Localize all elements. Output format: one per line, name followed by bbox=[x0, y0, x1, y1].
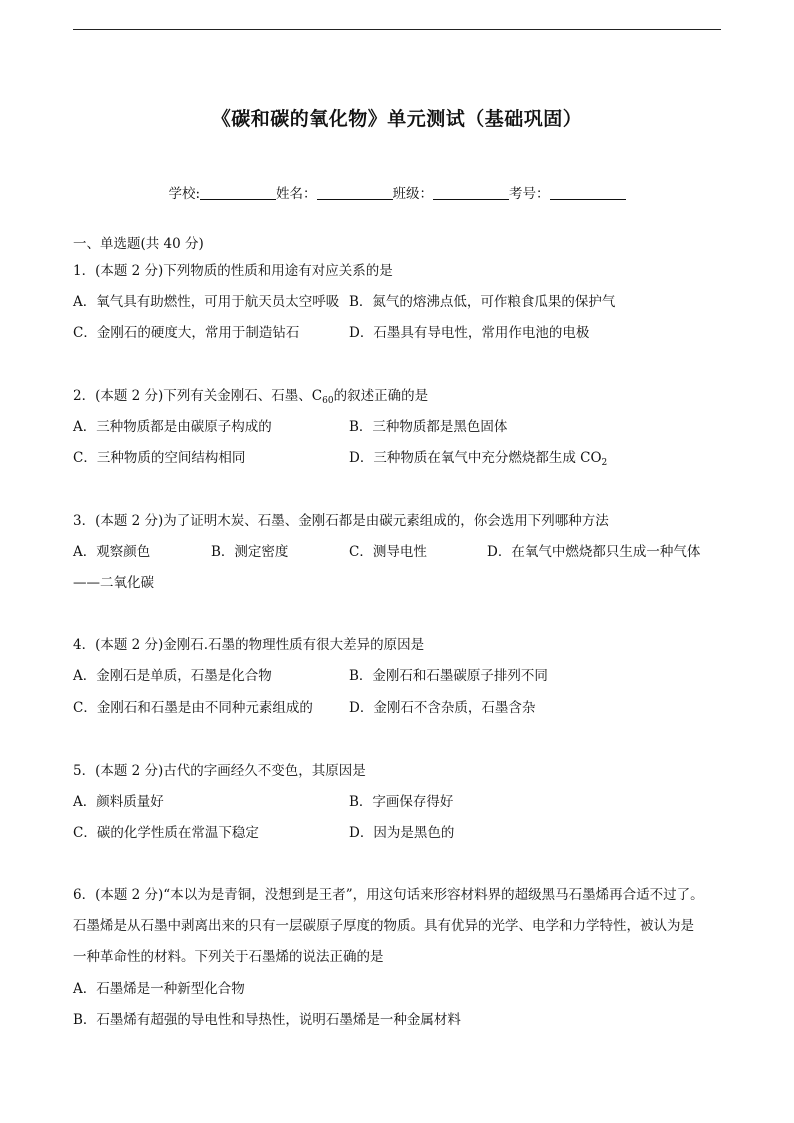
question-4-option-b[interactable]: B．金刚石和石墨碳原子排列不同 bbox=[349, 668, 548, 684]
question-4-option-a[interactable]: A．金刚石是单质，石墨是化合物 bbox=[73, 668, 272, 684]
question-5-option-c[interactable]: C．碳的化学性质在常温下稳定 bbox=[73, 825, 259, 841]
question-3-option-d[interactable]: D．在氧气中燃烧都只生成一种气体 bbox=[487, 544, 701, 560]
number-blank[interactable] bbox=[550, 187, 626, 200]
question-3-option-d-continued: ——二氧化碳 bbox=[73, 575, 154, 591]
question-5-option-b[interactable]: B．字画保存得好 bbox=[349, 794, 454, 810]
question-1-option-b[interactable]: B．氮气的熔沸点低，可作粮食瓜果的保护气 bbox=[349, 294, 616, 310]
question-4-stem: 4．(本题 2 分)金刚石.石墨的物理性质有很大差异的原因是 bbox=[73, 637, 425, 653]
header-rule bbox=[73, 29, 721, 30]
class-label: 班级： bbox=[392, 186, 434, 202]
question-3-stem: 3．(本题 2 分)为了证明木炭、石墨、金刚石都是由碳元素组成的，你会选用下列哪种方法 bbox=[73, 513, 609, 529]
student-info-row bbox=[0, 182, 794, 202]
name-label: 姓名： bbox=[276, 186, 317, 202]
question-2-option-d[interactable]: D．三种物质在氧气中充分燃烧都生成 $CO_2$ bbox=[349, 450, 608, 468]
question-5-option-d[interactable]: D．因为是黑色的 bbox=[349, 825, 455, 841]
school-blank[interactable] bbox=[200, 187, 276, 200]
question-1-option-d[interactable]: D．石墨具有导电性，常用作电池的电极 bbox=[349, 325, 590, 341]
question-3-option-b[interactable]: B．测定密度 bbox=[211, 544, 289, 560]
question-6-stem-line-2: 石墨烯是从石墨中剥离出来的只有一层碳原子厚度的物质。具有优异的光学、电学和力学特性，被认为是 bbox=[73, 918, 694, 934]
section-heading: 一、单选题(共 40 分) bbox=[73, 236, 204, 252]
question-6-option-b[interactable]: B．石墨烯有超强的导电性和导热性，说明石墨烯是一种金属材料 bbox=[73, 1012, 461, 1028]
question-5-stem: 5．(本题 2 分)古代的字画经久不变色，其原因是 bbox=[73, 763, 366, 779]
question-2-option-b[interactable]: B．三种物质都是黑色固体 bbox=[349, 419, 508, 435]
class-blank[interactable] bbox=[433, 187, 509, 200]
question-1-option-a[interactable]: A．氧气具有助燃性，可用于航天员太空呼吸 bbox=[73, 294, 340, 310]
question-2-option-c[interactable]: C．三种物质的空间结构相同 bbox=[73, 450, 246, 466]
school-label: 学校: bbox=[168, 186, 201, 202]
question-3-option-a[interactable]: A．观察颜色 bbox=[73, 544, 151, 560]
question-4-option-c[interactable]: C．金刚石和石墨是由不同种元素组成的 bbox=[73, 700, 313, 716]
question-2-stem: 2．(本题 2 分)下列有关金刚石、石墨、$C_{60}$的叙述正确的是 bbox=[73, 388, 429, 406]
question-6-stem-line-3: 一种革命性的材料。下列关于石墨烯的说法正确的是 bbox=[73, 949, 384, 965]
question-2-option-a[interactable]: A．三种物质都是由碳原子构成的 bbox=[73, 419, 272, 435]
question-6-stem-line-1: 6．(本题 2 分)“本以为是青铜，没想到是王者”，用这句话来形容材料界的超级黑马石墨烯再合适不过了。 bbox=[73, 887, 704, 903]
number-label: 考号： bbox=[509, 186, 550, 202]
question-1-stem: 1．(本题 2 分)下列物质的性质和用途有对应关系的是 bbox=[73, 263, 393, 279]
question-6-option-a[interactable]: A．石墨烯是一种新型化合物 bbox=[73, 981, 245, 997]
question-1-option-c[interactable]: C．金刚石的硬度大，常用于制造钻石 bbox=[73, 325, 300, 341]
question-5-option-a[interactable]: A．颜料质量好 bbox=[73, 794, 164, 810]
name-blank[interactable] bbox=[317, 187, 393, 200]
exam-title: 《碳和碳的氧化物》单元测试（基础巩固） bbox=[211, 108, 583, 130]
question-4-option-d[interactable]: D．金刚石不含杂质，石墨含杂 bbox=[349, 700, 536, 716]
question-3-option-c[interactable]: C．测导电性 bbox=[349, 544, 427, 560]
